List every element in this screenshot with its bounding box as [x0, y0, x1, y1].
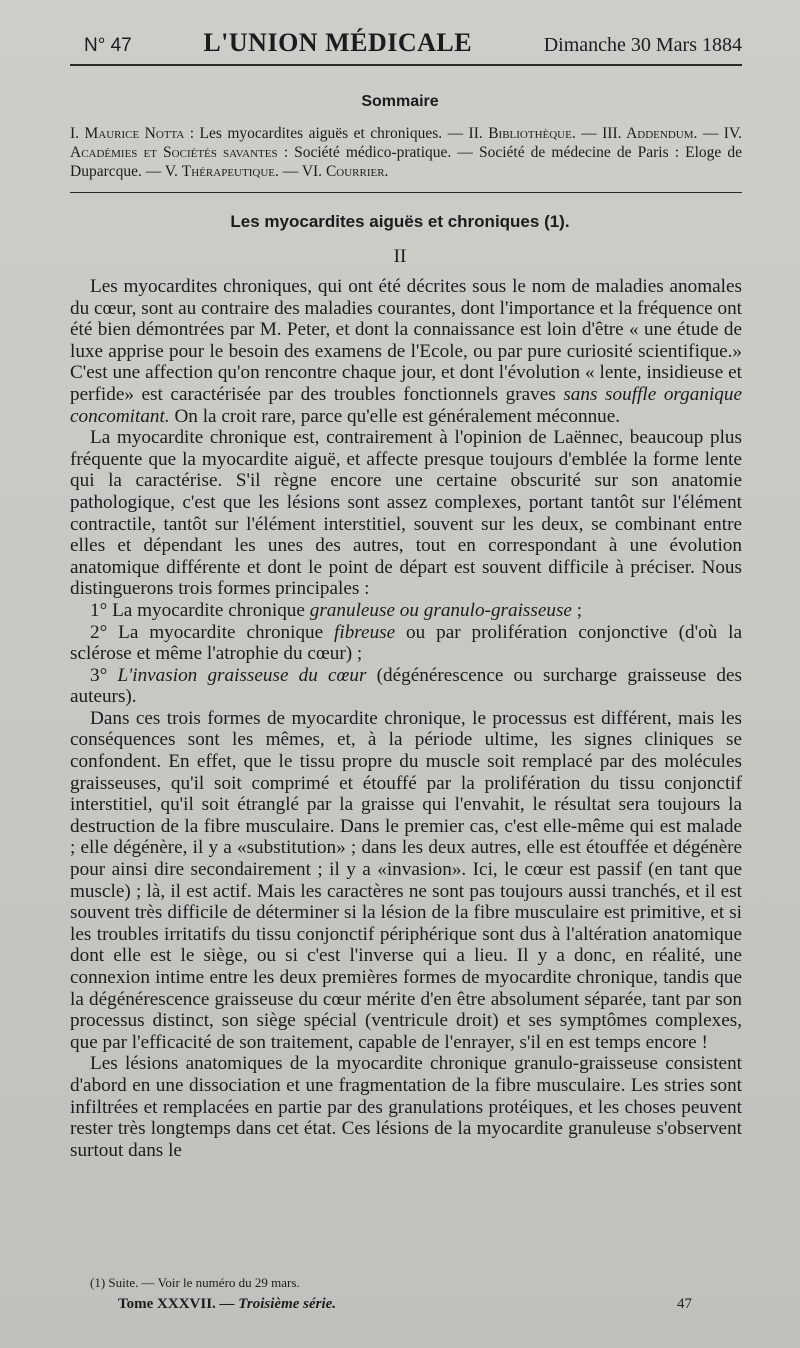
sommaire-contents: I. Maurice Notta : Les myocardites aiguës et chroniques. — II. Bibliothèque. — III. Addendum. — IV. Académies et Sociétés savantes : Société médico-pratique. — Société de médecine de Paris : Eloge de Duparcque. — V. Thérapeutique. — VI. Courrier. — [70, 125, 743, 180]
list-item: 2° La myocardite chronique fibreuse ou par prolifération conjonctive (d'où la sclérose et même l'atrophie du cœur) ; — [70, 621, 742, 665]
list-item: 1° La myocardite chronique granuleuse ou granulo-graisseuse ; — [90, 599, 583, 621]
footer-volume: Tome XXXVII. — Troisième série. — [118, 1296, 337, 1312]
footnote: (1) Suite. — Voir le numéro du 29 mars. — [90, 1275, 300, 1290]
issue-date: Dimanche 30 Mars 1884 — [543, 34, 742, 56]
issue-number: N° 47 — [84, 35, 132, 56]
paragraph: La myocardite chronique est, contrairement à l'opinion de Laënnec, beaucoup plus fréquente que la myocardite aiguë, et affecte presque toujours d'emblée la forme lente qui la caractérise. S'il règne encore une certaine obscurité sur son anatomie pathologique, c'est que les lésions sont assez complexes, portant tantôt sur l'élément contractile, tantôt sur l'élément interstitiel, souvent sur les deux, se combinant entre elles et dépendant les unes des autres, tout en correspondant à une évolution anatomique différente et dont le point de départ est souvent difficile à préciser. Nous distinguerons trois formes principales : — [70, 427, 742, 600]
paragraph: Les myocardites chroniques, qui ont été décrites sous le nom de maladies anomales du cœur, sont au contraire des maladies courantes, dont l'importance et la fréquence ont été bien démontrées par M. Peter, et dont la connaissance est loin d'être « une étude de luxe apprise pour le besoin des examens de l'Ecole, ou par pure curiosité scientifique.» C'est une affection qu'on rencontre chaque jour, et dont l'évolution « lente, insidieuse et perfide» est caractérisée par des troubles fonctionnels graves sans souffle organique concomitant. On la croit rare, parce qu'elle est généralement méconnue. — [70, 276, 742, 427]
paragraph: Les lésions anatomiques de la myocardite chronique granulo-graisseuse consistent d'abord en une dissociation et une fragmentation de la fibre musculaire. Les stries sont infiltrées et remplacées en partie par des granulations protéiques, et les choses peuvent rester très longtemps dans cet état. Ces lésions de la myocardite granuleuse s'observent surtout dans le — [70, 1053, 742, 1161]
sommaire-author: Maurice Notta — [84, 125, 185, 142]
page-number: 47 — [677, 1296, 692, 1312]
journal-title: L'UNION MÉDICALE — [203, 28, 473, 57]
page-header — [84, 28, 742, 60]
paragraph: Dans ces trois formes de myocardite chronique, le processus est différent, mais les conséquences sont les mêmes, et, à la période ultime, les signes cliniques se confondent. En effet, que le tissu propre du muscle soit remplacé par des molécules graisseuses, qu'il soit comprimé et étouffé par la prolifération du tissu conjonctif interstitiel, qu'il soit étranglé par la graisse qui l'envahit, le résultat sera toujours la destruction de la fibre musculaire. Dans le premier cas, c'est elle-même qui est malade ; elle dégénère, il y a «substitution» ; dans les deux autres, elle est étouffée et dégénère pour ainsi dire secondairement ; il y a «invasion». Ici, le cœur est passif (en tant que muscle) ; là, il est actif. Mais les caractères ne sont pas toujours aussi tranchés, et il est souvent très difficile de déterminer si la lésion de la fibre musculaire est primitive, et si les troubles irritatifs du tissu conjonctif périphérique sont dus à l'altération anatomique dont elle est le siège, ou si c'est l'inverse qui a lieu. Il y a donc, en réalité, une connexion intime entre les deux premières formes de myocardite chronique, tandis que la dégénérescence graisseuse du cœur mérite d'en être absolument séparée, tant par son processus distinct, son siège spécial (ventricule droit) et ses symptômes complexes, que par l'efficacité de son traitement, capable de l'enrayer, s'il en est temps encore ! — [70, 707, 742, 1053]
section-number: II — [393, 246, 407, 267]
list-item: 3° L'invasion graisseuse du cœur (dégénérescence ou surcharge graisseuse des auteurs). — [70, 664, 742, 708]
sommaire-rule — [70, 192, 742, 193]
page-footer — [118, 1296, 692, 1313]
sommaire-heading: Sommaire — [361, 93, 439, 110]
header-rule — [70, 64, 742, 66]
article-body — [70, 276, 742, 1161]
article-title: Les myocardites aiguës et chroniques (1). — [230, 212, 570, 231]
